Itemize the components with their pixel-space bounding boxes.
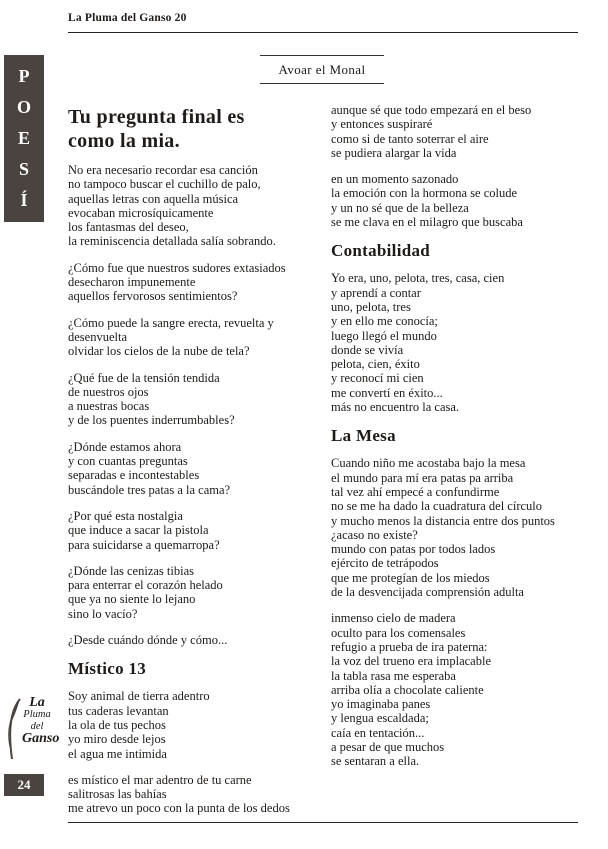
poem-line: y aprendí a contar [331,285,421,300]
poem-line: ¿Dónde estamos ahora [68,439,182,454]
poem-line: ¿acaso no existe? [331,527,418,542]
section-letter: P [18,66,30,86]
stanza [68,633,318,647]
poem-line: para suicidarse a quemarropa? [68,537,220,552]
poem-line: yo imaginaba panes [331,697,431,712]
poem-line: Cuando niño me acostaba bajo la mesa [331,456,526,471]
running-header [68,8,578,30]
page-number-box [4,774,44,796]
left-column [68,105,318,828]
poem-line: y lengua escaldada; [331,711,429,726]
poem-line: los fantasmas del deseo, [68,220,189,235]
author-rule-top [260,55,384,56]
header-rule [68,32,578,33]
poem-title-la-mesa: La Mesa [331,426,396,446]
poem-line: que induce a sacar la pistola [68,523,209,538]
section-tab [4,55,44,241]
poem-line: arriba olía a chocolate caliente [331,682,484,697]
poem-line: ¿Por qué esta nostalgia [68,508,183,523]
poem-line: oculto para los comensales [331,625,466,640]
poem-line: desenvuelta [68,329,128,344]
section-letter: O [16,97,31,117]
poem-line: y en ello me conocía; [331,314,438,329]
poem-line: Soy animal de tierra adentro [68,689,210,704]
poem-line: me atrevo un poco con la punta de los dedos [68,801,290,816]
poem-line: salitrosas las bahías [68,787,167,802]
poem-line: ¿Desde cuándo dónde y cómo... [68,633,228,648]
footer-rule [68,822,578,823]
poem-line: y entonces suspiraré [331,117,433,132]
poem-body-la-mesa [331,456,581,768]
stanza [68,689,318,760]
poem-line: a pesar de que muchos [331,739,445,754]
poem-line: la voz del trueno era implacable [331,654,491,669]
logo-line: La [29,695,45,710]
stanza [68,163,318,249]
poem-line: en un momento sazonado [331,172,459,187]
poem-line: se pudiera alargar la vida [331,145,457,160]
poem-title-tu-pregunta [68,105,318,153]
poem-line: más no encuentro la casa. [331,400,460,415]
poem-line: desecharon impunemente [68,275,196,290]
poem-line: separadas e incontestables [68,468,200,483]
poem-line: a nuestras bocas [68,399,150,414]
right-column [331,103,581,781]
stanza [68,371,318,428]
poem-line: la reminiscencia detallada salía sobrando. [68,234,276,249]
poem-line: como si de tanto soterrar el aire [331,131,489,146]
stanza [331,103,581,160]
poem-line: aquellos fervorosos sentimientos? [68,289,238,304]
section-letter: Í [20,190,28,210]
poem-line: refugio a prueba de ira paterna: [331,639,488,654]
poem-body-tu-pregunta [68,163,318,647]
poem-line: yo miro desde lejos [68,732,166,747]
poem-line: de la desvencijada comprensión adulta [331,585,524,600]
poem-line: el agua me intimida [68,746,167,761]
poem-line: es místico el mar adentro de tu carne [68,772,252,787]
stanza [331,271,581,414]
poem-line: Yo era, uno, pelota, tres, casa, cien [331,271,505,286]
stanza [68,509,318,552]
poem-line: y de los puentes inderrumbables? [68,413,235,428]
poem-line: No era necesario recordar esa canción [68,163,258,177]
poem-line: ¿Cómo fue que nuestros sudores extasiados [68,260,286,275]
poem-line: luego llegó el mundo [331,328,437,343]
poem-line: y con cuantas preguntas [68,454,188,469]
poem-title-line: Tu pregunta final es [68,106,245,128]
journal-logo [6,693,60,767]
section-letter: S [18,159,29,179]
poem-line: no se me ha dado la cuadratura del círculo [331,499,543,514]
poem-line: y un no sé que de la belleza [331,200,469,215]
author-name: Avoar el Monal [278,62,366,77]
poem-line: ¿Cómo puede la sangre erecta, revuelta y [68,315,274,330]
poem-line: aunque sé que todo empezará en el beso [331,103,532,117]
stanza [68,773,318,816]
poem-line: no tampoco buscar el cuchillo de palo, [68,177,261,192]
page-number: 24 [17,777,31,792]
logo-line: del [30,721,44,732]
poem-line: se sentaran a ella. [331,754,420,769]
stanza [331,172,581,229]
poem-line: la ola de tus pechos [68,717,166,732]
poem-title-line: como la mia. [68,130,180,152]
poem-line: el mundo para mí era patas pa arriba [331,470,514,485]
poem-line: aquellas letras con aquella música [68,191,239,206]
poem-line: y mucho menos la distancia entre dos puntos [331,513,555,528]
poem-line: tal vez ahí empecé a confundirme [331,484,500,499]
logo-line: Pluma [23,709,51,720]
poem-line: buscándole tres patas a la cama? [68,482,231,497]
poem-line: la tabla rasa me esperaba [331,668,456,683]
poem-line: uno, pelota, tres [331,299,411,314]
poem-line: de nuestros ojos [68,384,149,399]
logo-line: Ganso [22,731,60,746]
poem-line: tus caderas levantan [68,703,169,718]
poem-title-contabilidad: Contabilidad [331,241,431,261]
poem-line: para enterrar el corazón helado [68,578,223,593]
poem-title-mistico: Místico 13 [68,659,147,679]
poem-line: evocaban microsíquicamente [68,205,214,220]
stanza [331,456,581,599]
poem-line: se me clava en el milagro que buscaba [331,215,523,230]
section-letter: E [17,128,30,148]
poem-line: mundo con patas por todos lados [331,542,496,557]
poem-line: ¿Dónde las cenizas tibias [68,563,194,578]
poem-body-contabilidad [331,271,581,414]
stanza [68,316,318,359]
journal-title: La Pluma del Ganso 20 [68,12,187,24]
poem-line: pelota, cien, éxito [331,357,420,372]
poem-line: sino lo vacío? [68,606,138,621]
author-rule-bottom [260,83,384,84]
section-letter: A [17,221,31,241]
poem-body-mistico [68,689,318,815]
poem-line: que ya no siente lo lejano [68,592,196,607]
poem-line: me convertí en éxito... [331,385,443,400]
poem-line: inmenso cielo de madera [331,611,456,626]
stanza [68,440,318,497]
stanza [68,261,318,304]
stanza [68,564,318,621]
section-tab-letters [4,61,44,247]
logo-text [22,695,60,746]
poem-line: ¿Qué fue de la tensión tendida [68,370,220,385]
stanza [331,611,581,768]
poem-line: la emoción con la hormona se colude [331,186,518,201]
poem-line: y reconocí mi cien [331,371,424,386]
poem-line: olvidar los cielos de la nube de tela? [68,344,250,359]
poem-line: que me protegían de los miedos [331,570,490,585]
poem-line: ejército de tetrápodos [331,556,439,571]
poem-line: caía en tentación... [331,725,425,740]
poem-body-continuation [331,103,581,229]
poem-line: donde se vivía [331,342,404,357]
